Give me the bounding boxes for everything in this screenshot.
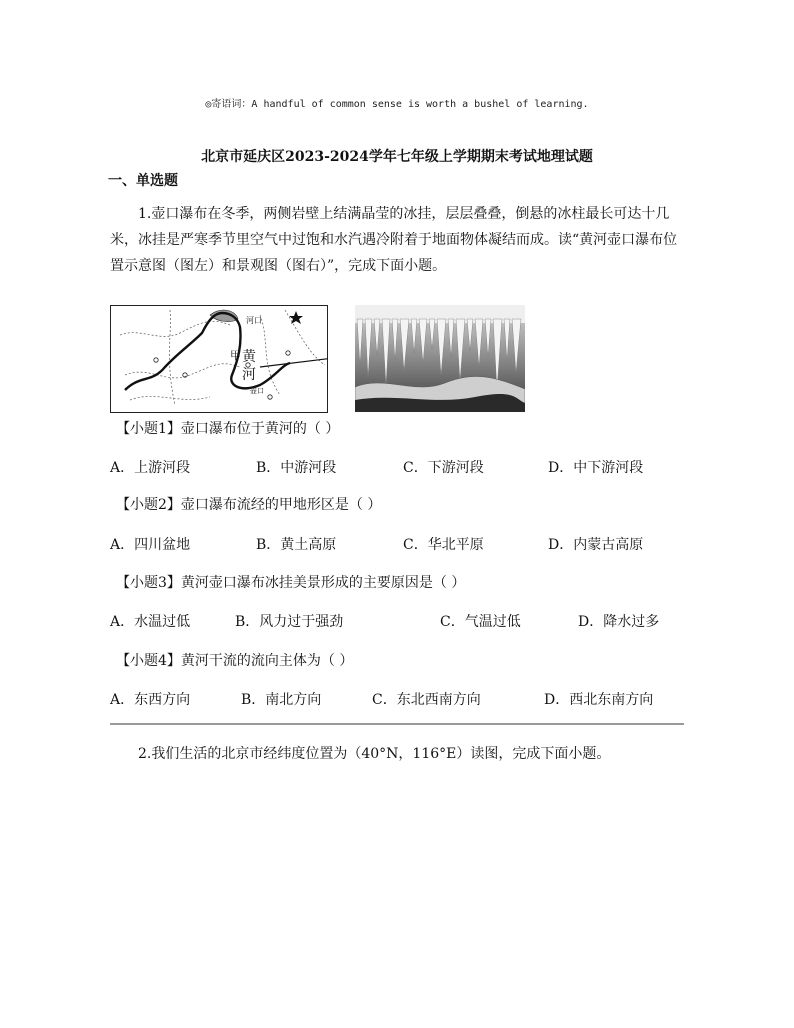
map-label-hekou: 河口 [246, 316, 262, 325]
subquestion-2-option-b[interactable]: B．黄土高原 [256, 537, 337, 553]
subquestion-2-option-d[interactable]: D．内蒙古高原 [548, 537, 644, 553]
subquestion-2-stem: 【小题2】壶口瀑布流经的甲地形区是（ ） [116, 497, 382, 513]
subquestion-1-option-a[interactable]: A．上游河段 [110, 460, 191, 476]
hukou-location-map [110, 305, 328, 413]
subquestion-2-option-c[interactable]: C．华北平原 [403, 537, 484, 553]
subquestion-4-option-a[interactable]: A．东西方向 [110, 692, 191, 708]
subquestion-4-stem: 【小题4】黄河干流的流向主体为（ ） [116, 653, 354, 669]
map-label-huang: 黄 [242, 349, 256, 365]
subquestion-3-option-b[interactable]: B．风力过于强劲 [235, 614, 344, 630]
question-2-stem: 2.我们生活的北京市经纬度位置为（40°N，116°E）读图，完成下面小题。 [138, 746, 611, 762]
subquestion-3-option-a[interactable]: A．水温过低 [110, 614, 191, 630]
section-divider [110, 723, 684, 725]
subquestion-1-option-d[interactable]: D．中下游河段 [548, 460, 644, 476]
subquestion-4-option-d[interactable]: D．西北东南方向 [544, 692, 654, 708]
map-label-hukou: 壶口 [250, 387, 264, 395]
subquestion-3-option-c[interactable]: C．气温过低 [440, 614, 521, 630]
question-1-stem: 1.壶口瀑布在冬季，两侧岩壁上结满晶莹的冰挂，层层叠叠，倒悬的冰柱最长可达十几米，冰挂是严寒季节里空气中过饱和水汽遇冷附着于地面物体凝结而成。读“黄河壶口瀑布位置示意图（图左）和景观图（图右）”，完成下面小题。 [110, 206, 678, 274]
subquestion-4-option-c[interactable]: C．东北西南方向 [372, 692, 481, 708]
subquestion-1-stem: 【小题1】壶口瀑布位于黄河的（ ） [116, 421, 340, 437]
header-motto: ◎寄语词：A handful of common sense is worth a bushel of learning. [205, 99, 589, 110]
subquestion-3-stem: 【小题3】黄河壶口瀑布冰挂美景形成的主要原因是（ ） [116, 575, 466, 591]
subquestion-4-option-b[interactable]: B．南北方向 [241, 692, 322, 708]
subquestion-1-option-c[interactable]: C．下游河段 [403, 460, 484, 476]
document-title: 北京市延庆区2023-2024学年七年级上学期期末考试地理试题 [201, 149, 593, 165]
map-label-jia: 甲 [230, 349, 241, 362]
section-heading: 一、单选题 [108, 173, 178, 189]
map-label-he: 河 [242, 367, 256, 383]
subquestion-3-option-d[interactable]: D．降水过多 [578, 614, 660, 630]
ice-waterfall-photo [355, 305, 525, 412]
subquestion-2-option-a[interactable]: A．四川盆地 [110, 537, 191, 553]
subquestion-1-option-b[interactable]: B．中游河段 [256, 460, 337, 476]
